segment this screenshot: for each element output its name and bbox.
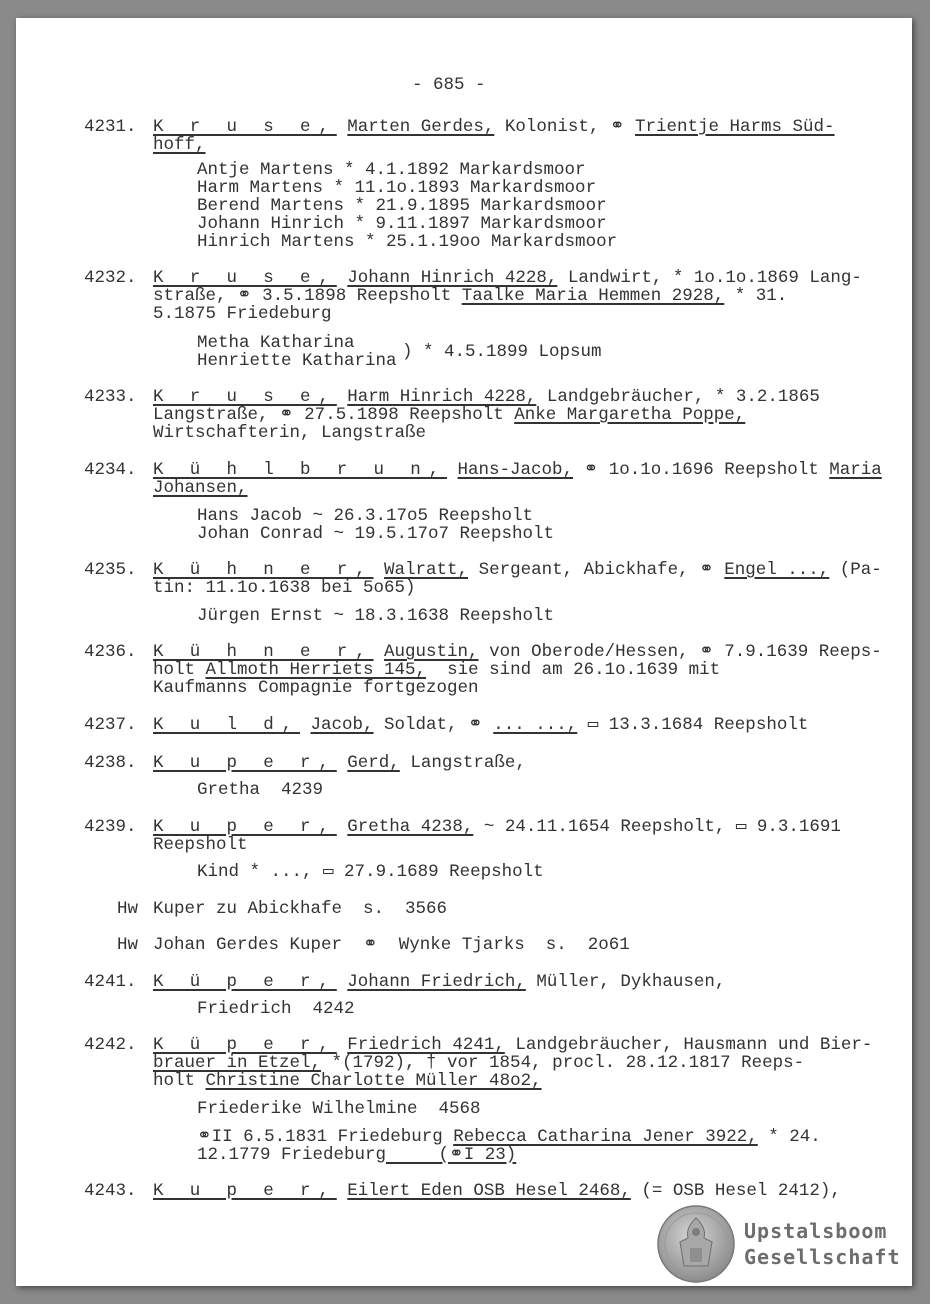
child-line: Jürgen Ernst ~ 18.3.1638 Reepsholt bbox=[197, 606, 555, 626]
page-number: - 685 - bbox=[412, 75, 486, 95]
child-line: Henriette Katharina bbox=[197, 351, 397, 371]
entry-line: Wirtschafterin, Langstraße bbox=[153, 423, 427, 443]
entry-line: hoff, bbox=[153, 135, 206, 155]
child-line: Johann Hinrich * 9.11.1897 Markardsmoor bbox=[197, 214, 607, 234]
child-birth: ) * 4.5.1899 Lopsum bbox=[402, 342, 602, 362]
entry-number: 4231. bbox=[84, 117, 137, 137]
entry-number: 4232. bbox=[84, 268, 137, 288]
entry-number: Hw bbox=[117, 899, 139, 919]
entry-line: Langstraße, ⚭ 27.5.1898 Reepsholt Anke Margaretha Poppe, bbox=[153, 405, 746, 425]
entry-heading: K u p e r, Gretha 4238, ~ 24.11.1654 Reepsholt, ▭ 9.3.1691 bbox=[153, 817, 841, 837]
entry-heading: K r u s e, Johann Hinrich 4228, Landwirt, * 1o.1o.1869 Lang- bbox=[153, 268, 862, 288]
child-line: Johan Conrad ~ 19.5.17o7 Reepsholt bbox=[197, 524, 555, 544]
child-line: Harm Martens * 11.1o.1893 Markardsmoor bbox=[197, 178, 597, 198]
child-line: Metha Katharina bbox=[197, 333, 355, 353]
entry-line: holt Christine Charlotte Müller 48o2, bbox=[153, 1071, 542, 1091]
entry-heading: K ü p e r, Friedrich 4241, Landgebräucher, Hausmann und Bier- bbox=[153, 1035, 873, 1055]
entry-number: 4239. bbox=[84, 817, 137, 837]
entry-number: Hw bbox=[117, 935, 139, 955]
entry-text: Kuper zu Abickhafe s. 3566 bbox=[153, 899, 448, 919]
entry-heading: K ü h n e r, Walratt, Sergeant, Abickhafe, ⚭ Engel ..., (Pa- bbox=[153, 560, 882, 580]
entry-line: holt Allmoth Herriets 145, sie sind am 26.1o.1639 mit bbox=[153, 660, 721, 680]
entry-number: 4243. bbox=[84, 1181, 137, 1201]
child-line: Gretha 4239 bbox=[197, 780, 324, 800]
given-name: Marten Gerdes, bbox=[347, 117, 495, 137]
entry-number: 4233. bbox=[84, 387, 137, 407]
entry-text: Johan Gerdes Kuper ⚭ Wynke Tjarks s. 2o61 bbox=[153, 935, 630, 955]
seal-logo-icon bbox=[656, 1204, 736, 1284]
logo-line-2: Gesellschaft bbox=[744, 1245, 901, 1269]
entry-heading: K ü p e r, Johann Friedrich, Müller, Dykhausen, bbox=[153, 972, 726, 992]
spouse: Trientje Harms Süd- bbox=[635, 117, 835, 137]
child-line: Friederike Wilhelmine 4568 bbox=[197, 1099, 481, 1119]
entry-heading: K r u s e, Harm Hinrich 4228, Landgebräucher, * 3.2.1865 bbox=[153, 387, 820, 407]
entry-number: 4235. bbox=[84, 560, 137, 580]
entry-line: brauer in Etzel, *(1792), † vor 1854, procl. 28.12.1817 Reeps- bbox=[153, 1053, 805, 1073]
entry-heading: K u p e r, Eilert Eden OSB Hesel 2468, (= OSB Hesel 2412), bbox=[153, 1181, 841, 1201]
document-page bbox=[16, 18, 912, 1286]
entry-number: 4242. bbox=[84, 1035, 137, 1055]
child-line: Antje Martens * 4.1.1892 Markardsmoor bbox=[197, 160, 586, 180]
entry-number: 4241. bbox=[84, 972, 137, 992]
entry-line: Reepsholt bbox=[153, 835, 248, 855]
child-line: Kind * ..., ▭ 27.9.1689 Reepsholt bbox=[197, 862, 544, 882]
child-line: Hans Jacob ~ 26.3.17o5 Reepsholt bbox=[197, 506, 534, 526]
entry-number: 4234. bbox=[84, 460, 137, 480]
entry-number: 4236. bbox=[84, 642, 137, 662]
surname: K r u s e, bbox=[153, 117, 337, 137]
second-marriage: ⚭II 6.5.1831 Friedeburg Rebecca Catharina Jener 3922, * 24. bbox=[197, 1127, 821, 1147]
entry-heading: K u p e r, Gerd, Langstraße, bbox=[153, 753, 526, 773]
logo-line-1: Upstalsboom bbox=[744, 1219, 888, 1243]
entry-line: straße, ⚭ 3.5.1898 Reepsholt Taalke Maria Hemmen 2928, * 31. bbox=[153, 286, 788, 306]
entry-heading: K ü h l b r u n, Hans-Jacob, ⚭ 1o.1o.1696 Reepsholt Maria bbox=[153, 460, 882, 480]
entry-heading: K r u s e, Marten Gerdes, Kolonist, ⚭ Trientje Harms Süd- bbox=[153, 117, 835, 137]
entry-heading: K ü h n e r, Augustin, von Oberode/Hessen, ⚭ 7.9.1639 Reeps- bbox=[153, 642, 882, 662]
entry-heading: K u l d, Jacob, Soldat, ⚭ ... ..., ▭ 13.3.1684 Reepsholt bbox=[153, 715, 809, 735]
logo-text bbox=[744, 1218, 901, 1270]
entry-line: 5.1875 Friedeburg bbox=[153, 304, 332, 324]
child-line: Friedrich 4242 bbox=[197, 999, 355, 1019]
entry-number: 4237. bbox=[84, 715, 137, 735]
entry-line: Kaufmanns Compagnie fortgezogen bbox=[153, 678, 479, 698]
entry-line: tin: 11.1o.1638 bei 5o65) bbox=[153, 578, 416, 598]
entry-line: Johansen, bbox=[153, 478, 248, 498]
entry-number: 4238. bbox=[84, 753, 137, 773]
second-marriage-line: 12.1779 Friedeburg (⚭I 23) bbox=[197, 1145, 517, 1165]
child-line: Hinrich Martens * 25.1.19oo Markardsmoor bbox=[197, 232, 618, 252]
child-line: Berend Martens * 21.9.1895 Markardsmoor bbox=[197, 196, 607, 216]
